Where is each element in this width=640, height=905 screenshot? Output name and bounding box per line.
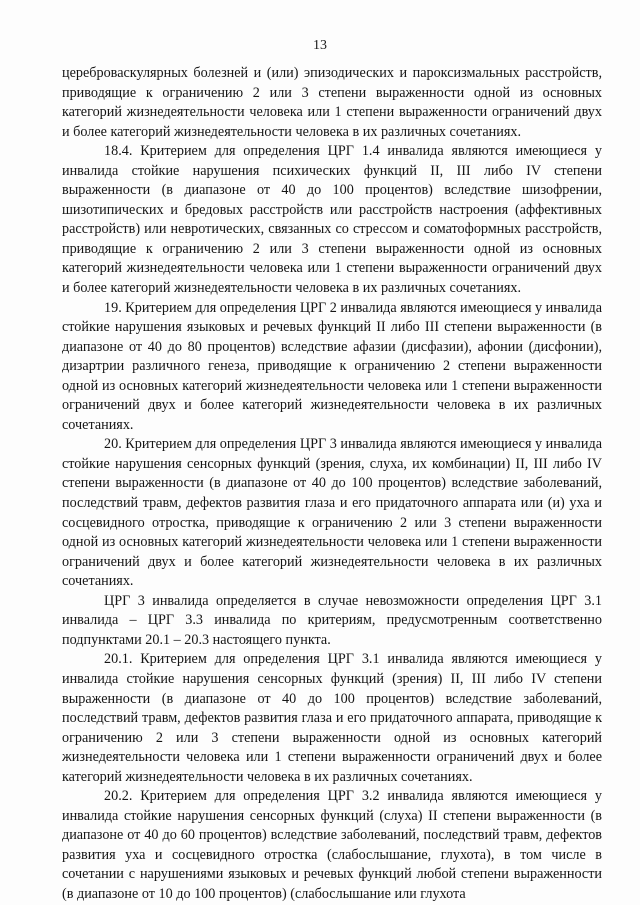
paragraph-18-4: 18.4. Критерием для определения ЦРГ 1.4 инвалида являются имеющиеся у инвалида стойкие нарушения психических функций II, III либо IV степени выраженности (в диапазоне от 40 до 100 процентов) вследствие шизофрении, шизотипических и бредовых расстройств или расстройств настроения (аффективных расстройств) или невротических, связанных со стрессом и соматоформных расстройств, приводящие к ограничению 2 или 3 степени выраженности одной из основных категорий жизнедеятельности человека или 1 степени выраженности ограничений двух и более категорий жизнедеятельности человека в их различных сочетаниях. [62, 143, 602, 297]
page-number: 13 [313, 38, 327, 53]
paragraph-20: 20. Критерием для определения ЦРГ 3 инвалида являются имеющиеся у инвалида стойкие нарушения сенсорных функций (зрения, слуха, их комбинации) II, III либо IV степени выраженности (в диапазоне от 40 до 100 процентов) вследствие заболеваний, последствий травм, дефектов развития глаза и его придаточного аппарата или (и) уха и сосцевидного отростка, приводящие к ограничению 2 или 3 степени выраженности одной из основных категорий жизнедеятельности человека или 1 степени выраженности ограничений двух и более категорий жизнедеятельности человека в их различных сочетаниях. [62, 436, 602, 590]
paragraph-20-1: 20.1. Критерием для определения ЦРГ 3.1 инвалида являются имеющиеся у инвалида стойкие нарушения сенсорных функций (зрения) II, III либо IV степени выраженности (в диапазоне от 40 до 100 процентов) вследствие заболеваний, последствий травм, дефектов развития глаза и его придаточного аппарата, приводящие к ограничению 2 или 3 степени выраженности одной из основных категорий жизнедеятельности человека или 1 степени выраженности ограничений двух и более категорий жизнедеятельности человека в их различных сочетаниях. [62, 651, 602, 785]
paragraph-20-2: 20.2. Критерием для определения ЦРГ 3.2 инвалида являются имеющиеся у инвалида стойкие нарушения сенсорных функций (слуха) II степени выраженности (в диапазоне от 40 до 60 процентов) вследствие заболеваний, последствий травм, дефектов развития уха и сосцевидного отростка (слабослышание, глухота), в том числе в сочетании с нарушениями языковых и речевых функций любой степени выраженности (в диапазоне от 10 до 100 процентов) (слабослышание или глухота [62, 788, 602, 902]
paragraph-crg3-definition: ЦРГ 3 инвалида определяется в случае невозможности определения ЦРГ 3.1 инвалида – ЦРГ 3.3 инвалида по критериям, предусмотренным соответственно подпунктами 20.1 – 20.3 настоящего пункта. [62, 592, 602, 648]
document-body [62, 64, 602, 905]
paragraph-continuation: цереброваскулярных болезней и (или) эпизодических и пароксизмальных расстройств, приводящие к ограничению 2 или 3 степени выраженности одной из основных категорий жизнедеятельности человека или 1 степени выраженности ограничений двух и более категорий жизнедеятельности человека в их различных сочетаниях. [62, 65, 602, 140]
paragraph-19: 19. Критерием для определения ЦРГ 2 инвалида являются имеющиеся у инвалида стойкие нарушения языковых и речевых функций II либо III степени выраженности (в диапазоне от 40 до 80 процентов) вследствие афазии (дисфазии), афонии (дисфонии), дизартрии различного генеза, приводящие к ограничению 2 степени выраженности одной из основных категорий жизнедеятельности человека или 1 степени выраженности ограничений двух и более категорий жизнедеятельности человека в их различных сочетаниях. [62, 299, 602, 433]
